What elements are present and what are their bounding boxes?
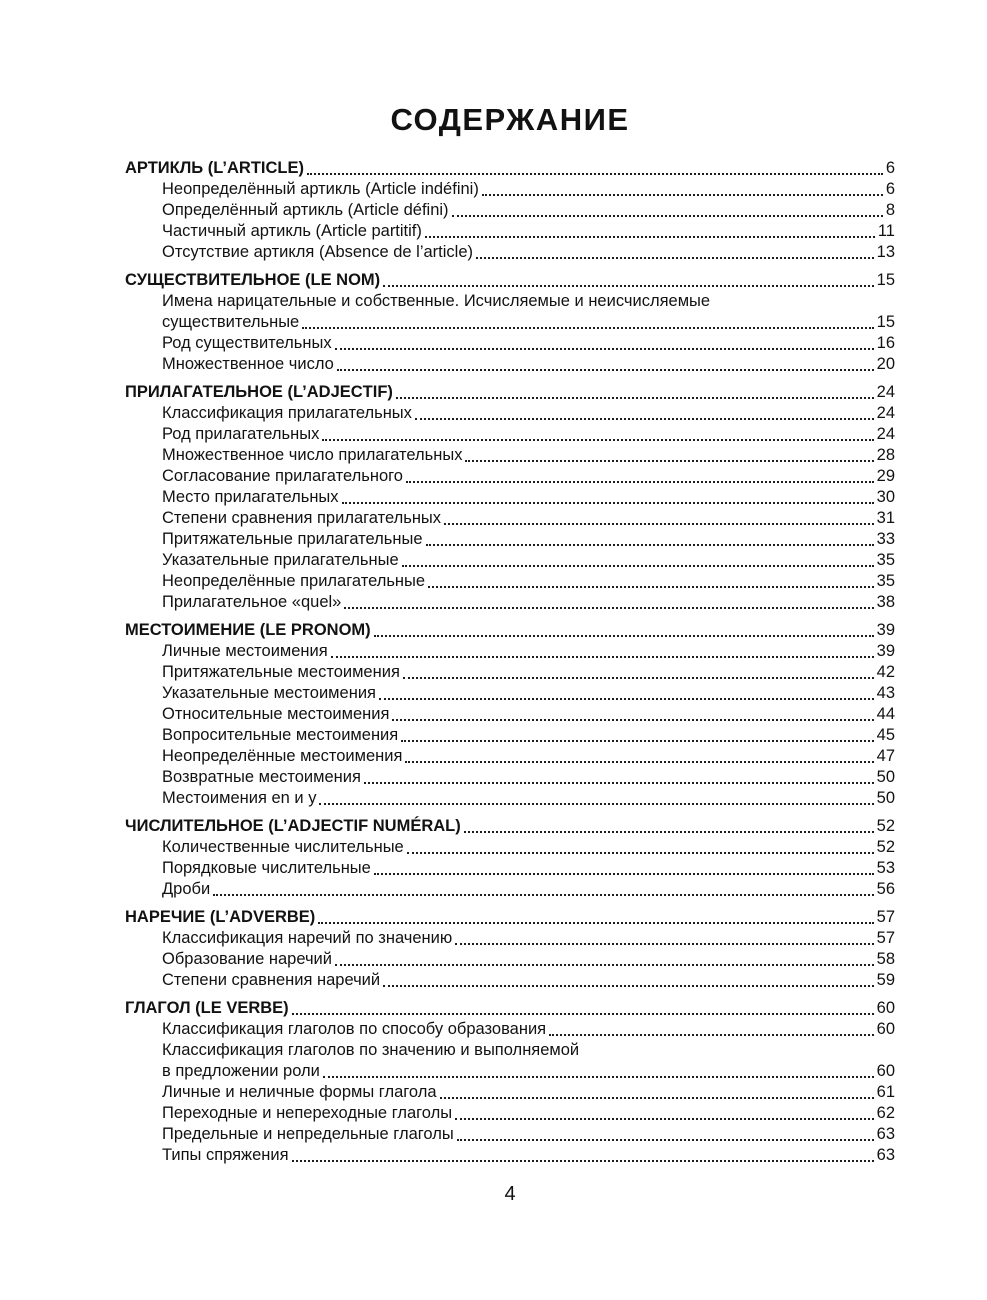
toc-entry [125,179,895,200]
toc-entry-text: Предельные и непредельные глаголы [162,1125,454,1143]
toc-entry-text: Род существительных [162,334,332,352]
toc-entry [125,487,895,508]
toc-entry [125,242,895,263]
toc-entry-text: Прилагательное «quel» [162,593,342,611]
toc-page-number: 44 [876,705,895,723]
dot-leader-icon [407,852,874,854]
toc-entry-text: Род прилагательных [162,425,320,443]
dot-leader-icon [302,327,873,329]
toc-entry [125,333,895,354]
dot-leader-icon [452,215,883,217]
dot-leader-icon [379,698,874,700]
dot-leader-icon [455,1118,874,1120]
toc-page-number: 15 [876,271,895,289]
toc-section [125,270,895,375]
toc-entry-text: Личные местоимения [162,642,328,660]
toc-entry-text: Порядковые числительные [162,859,371,877]
dot-leader-icon [344,607,873,609]
toc-section [125,816,895,900]
dot-leader-icon [335,348,874,350]
toc-page-number: 60 [876,999,895,1017]
toc-page-number: 29 [876,467,895,485]
toc-page-number: 52 [876,817,895,835]
dot-leader-icon [323,1076,874,1078]
toc-page-number: 6 [885,180,895,198]
toc-entry-text: ГЛАГОЛ (LE VERBE) [125,999,289,1017]
toc-entry [125,200,895,221]
dot-leader-icon [403,677,874,679]
toc-page-number: 24 [876,383,895,401]
dot-leader-icon [383,285,873,287]
toc-page-number: 50 [876,768,895,786]
toc-entry-text: Возвратные местоимения [162,768,361,786]
dot-leader-icon [444,523,874,525]
toc-entry-text: МЕСТОИМЕНИЕ (LE PRONOM) [125,621,371,639]
toc-entry-text: Типы спряжения [162,1146,289,1164]
toc-entry-text: в предложении роли [162,1062,320,1080]
toc-entry-text: Притяжательные местоимения [162,663,400,681]
dot-leader-icon [455,943,873,945]
toc-entry-text: Указательные прилагательные [162,551,399,569]
toc-entry-text: Классификация глаголов по значению и выполняемой [162,1041,580,1059]
dot-leader-icon [476,257,874,259]
toc-page-number: 6 [885,159,895,177]
toc-section-header [125,907,895,928]
dot-leader-icon [292,1160,874,1162]
toc-entry [125,837,895,858]
toc-entry [125,312,895,333]
toc-entry-text: Дроби [162,880,211,898]
toc-entry-text: Степени сравнения прилагательных [162,509,442,527]
toc-page-number: 58 [876,950,895,968]
dot-leader-icon [374,635,874,637]
toc-page-number: 50 [876,789,895,807]
dot-leader-icon [415,418,874,420]
toc-entry [125,571,895,592]
toc-entry-text: Образование наречий [162,950,332,968]
toc-page-number: 63 [876,1146,895,1164]
toc-page-number: 45 [876,726,895,744]
dot-leader-icon [374,873,874,875]
toc-entry-text: Место прилагательных [162,488,339,506]
toc-entry [125,641,895,662]
dot-leader-icon [322,439,873,441]
toc-entry [125,508,895,529]
dot-leader-icon [405,761,873,763]
dot-leader-icon [465,460,873,462]
toc-page-number: 20 [876,355,895,373]
toc-page-number: 59 [876,971,895,989]
toc-page-number: 63 [876,1125,895,1143]
toc-section-header [125,158,895,179]
toc-entry [125,704,895,725]
toc-entry-text: Классификация прилагательных [162,404,412,422]
toc-entry [125,970,895,991]
toc-entry [125,1145,895,1166]
toc-page-number: 57 [876,929,895,947]
toc-entry-text: Имена нарицательные и собственные. Исчисляемые и неисчисляемые [162,292,711,310]
dot-leader-icon [292,1013,874,1015]
toc-page-number: 39 [876,621,895,639]
toc-entry [125,403,895,424]
toc-entry-text: ЧИСЛИТЕЛЬНОЕ (L’ADJECTIF NUMÉRAL) [125,817,461,835]
toc-entry-text: Количественные числительные [162,838,404,856]
toc-entry-text: ПРИЛАГАТЕЛЬНОЕ (L’ADJECTIF) [125,383,393,401]
toc-entry-text: Местоимения en и y [162,789,317,807]
dot-leader-icon [396,397,874,399]
toc-entry [125,949,895,970]
toc-entry [125,1019,895,1040]
toc-page-number: 43 [876,684,895,702]
toc-section-header [125,816,895,837]
toc-entry-text: Отсутствие артикля (Absence de l’article) [162,243,474,261]
dot-leader-icon [549,1034,874,1036]
toc-page-number: 13 [876,243,895,261]
toc-entry [125,529,895,550]
dot-leader-icon [364,782,874,784]
toc-entry [125,1040,895,1061]
toc-entry-text: Указательные местоимения [162,684,376,702]
toc-page-number: 35 [876,572,895,590]
toc-entry [125,1082,895,1103]
toc-page-number: 35 [876,551,895,569]
toc-page-number: 31 [876,509,895,527]
dot-leader-icon [425,236,875,238]
toc-entry [125,1124,895,1145]
toc-section [125,158,895,263]
toc-entry [125,662,895,683]
dot-leader-icon [307,173,883,175]
toc-entry-text: Неопределённые прилагательные [162,572,426,590]
toc-entry-text: Переходные и непереходные глаголы [162,1104,453,1122]
dot-leader-icon [337,369,874,371]
dot-leader-icon [401,740,873,742]
toc-section-header [125,382,895,403]
toc-page-number: 42 [876,663,895,681]
toc-entry [125,550,895,571]
toc-page-number: 24 [876,404,895,422]
toc-page-number: 53 [876,859,895,877]
dot-leader-icon [482,194,883,196]
toc-page-number: 57 [876,908,895,926]
toc-page-number: 61 [876,1083,895,1101]
dot-leader-icon [319,803,873,805]
toc-entry-text: Множественное число [162,355,334,373]
toc-page-number: 30 [876,488,895,506]
dot-leader-icon [406,481,874,483]
toc-section-header [125,270,895,291]
dot-leader-icon [392,719,873,721]
dot-leader-icon [426,544,874,546]
toc-entry-text: Множественное число прилагательных [162,446,463,464]
toc-entry [125,1103,895,1124]
toc-entry [125,592,895,613]
toc-entry [125,858,895,879]
toc-page-number: 33 [876,530,895,548]
dot-leader-icon [318,922,873,924]
toc-page-number: 39 [876,642,895,660]
dot-leader-icon [331,656,874,658]
toc-entry [125,788,895,809]
toc-page-number: 15 [876,313,895,331]
toc-list [125,158,895,1166]
toc-page-number: 24 [876,425,895,443]
toc-page-number: 11 [877,222,895,240]
toc-entry-text: НАРЕЧИЕ (L’ADVERBE) [125,908,316,926]
toc-entry-text: существительные [162,313,300,331]
toc-entry-text: Классификация глаголов по способу образования [162,1020,547,1038]
toc-page-number: 60 [876,1062,895,1080]
toc-entry-text: Классификация наречий по значению [162,929,453,947]
toc-entry [125,221,895,242]
page-number: 4 [504,1183,516,1205]
dot-leader-icon [428,586,874,588]
toc-entry [125,1061,895,1082]
dot-leader-icon [464,831,874,833]
toc-entry [125,445,895,466]
toc-section [125,907,895,991]
toc-entry-text: Определённый артикль (Article défini) [162,201,449,219]
dot-leader-icon [402,565,874,567]
dot-leader-icon [213,894,873,896]
toc-entry [125,291,895,312]
toc-page-number: 60 [876,1020,895,1038]
toc-page-number: 28 [876,446,895,464]
toc-section [125,998,895,1166]
toc-entry-text: Притяжательные прилагательные [162,530,423,548]
toc-entry-text: Согласование прилагательного [162,467,403,485]
dot-leader-icon [383,985,874,987]
toc-entry [125,354,895,375]
dot-leader-icon [440,1097,874,1099]
toc-entry [125,879,895,900]
toc-entry-text: Неопределённый артикль (Article indéfini) [162,180,479,198]
toc-entry-text: АРТИКЛЬ (L’ARTICLE) [125,159,304,177]
toc-entry [125,424,895,445]
toc-entry-text: Неопределённые местоимения [162,747,403,765]
toc-entry-text: Относительные местоимения [162,705,390,723]
toc-entry-text: Степени сравнения наречий [162,971,381,989]
toc-page-number: 56 [876,880,895,898]
toc-entry-text: Частичный артикль (Article partitif) [162,222,422,240]
toc-page-number: 52 [876,838,895,856]
page-title: СОДЕРЖАНИЕ [390,102,630,137]
dot-leader-icon [335,964,874,966]
dot-leader-icon [342,502,874,504]
toc-page [125,102,895,1206]
toc-entry [125,928,895,949]
toc-entry [125,683,895,704]
toc-page-number: 47 [876,747,895,765]
dot-leader-icon [457,1139,874,1141]
toc-page-number: 38 [876,593,895,611]
toc-section-header [125,620,895,641]
toc-section [125,620,895,809]
toc-entry [125,725,895,746]
toc-section [125,382,895,613]
toc-entry-text: СУЩЕСТВИТЕЛЬНОЕ (LE NOM) [125,271,381,289]
toc-entry-text: Личные и неличные формы глагола [162,1083,437,1101]
toc-entry-text: Вопросительные местоимения [162,726,399,744]
toc-entry [125,767,895,788]
toc-page-number: 8 [885,201,895,219]
toc-entry [125,466,895,487]
toc-page-number: 16 [876,334,895,352]
toc-section-header [125,998,895,1019]
toc-page-number: 62 [876,1104,895,1122]
toc-entry [125,746,895,767]
